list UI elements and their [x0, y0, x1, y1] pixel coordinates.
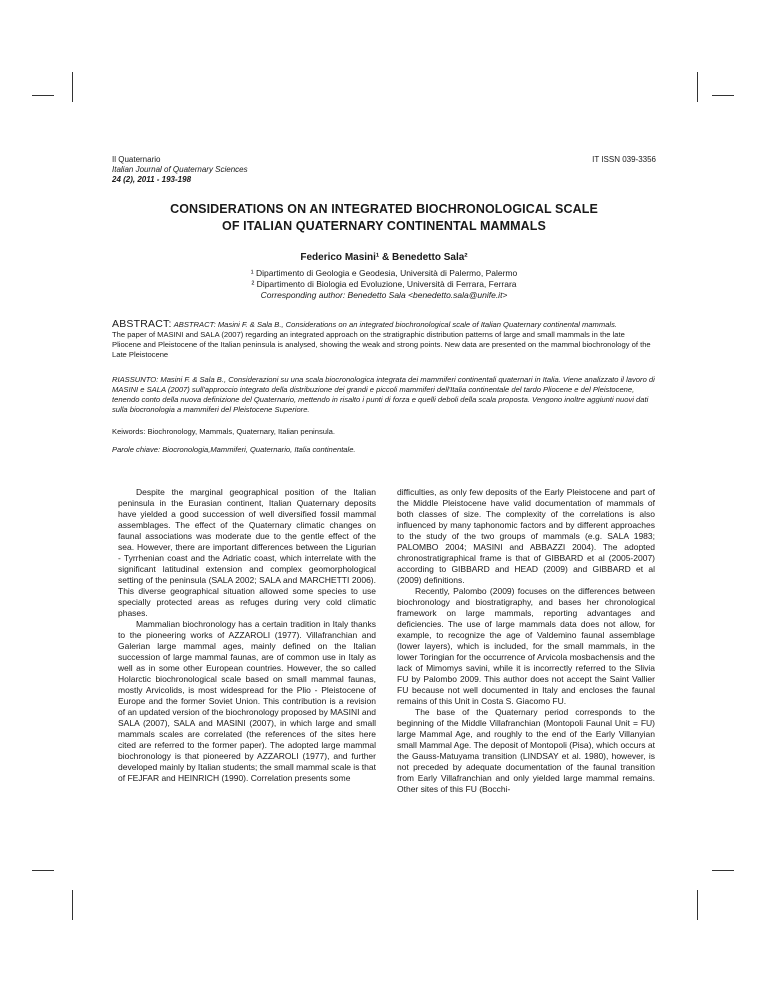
- journal-subtitle: Italian Journal of Quaternary Sciences: [112, 165, 248, 174]
- title-line-2: OF ITALIAN QUATERNARY CONTINENTAL MAMMALS: [222, 219, 546, 233]
- volume-pages: 24 (2), 2011 - 193-198: [112, 175, 192, 184]
- journal-name: Il Quaternario: [112, 155, 161, 164]
- parole-chiave: Parole chiave: Biocronologia,Mammiferi, Quaternario, Italia continentale.: [112, 445, 356, 454]
- crop-mark: [32, 870, 54, 871]
- crop-mark: [697, 72, 698, 102]
- issn: IT ISSN 039-3356: [592, 155, 656, 164]
- abstract-citation: ABSTRACT: Masini F. & Sala B., Considerations on an integrated biochronological scale of Italian Quaternary continental mammals.: [173, 320, 618, 329]
- paragraph: Recently, Palombo (2009) focuses on the differences between biochronology and biostratigraphy, and bases her chronological framework on large mammals, reporting advantages and deficiencies. The use of large mammals data does not allow, for example, to recognize the age of Valdemino faunal assemblage (lower layers), which is included, for the small mammals, in the lower Toringian for the occurrence of Arvicola mosbachensis and the lack of Mimomys savini, while it is incorrectly referred to the Slivia FU by Palombo 2009. This author does not accept the Saint Vallier FU because not well documented in Italy and encloses the faunal remains of this Unit in Costa S. Giacomo FU.: [397, 586, 655, 706]
- abstract-body: The paper of MASINI and SALA (2007) regarding an integrated approach on the stratigraphic distribution patterns of large and small mammals in the late Pliocene and Pleistocene of the Italian peninsula is analysed, showing the weak and strong points. New data are presented on the mammal biochronology of the Late Pleistocene: [112, 330, 651, 359]
- running-header: [112, 155, 656, 185]
- paragraph: difficulties, as only few deposits of the Early Pleistocene and part of the Middle Pleistocene have valid documentation of mammals of both classes of size. The complexity of the correlations is also influenced by many taphonomic factors and by different approaches to the study of the two groups of mammals (e.g. SALA 1983; PALOMBO 2004; MASINI and ABBAZZI 2004). The adopted chronostratigraphical frame is that of GIBBARD et al (2005-2007) according to GIBBARD and HEAD (2009) and GIBBARD et al (2009) definitions.: [397, 487, 655, 585]
- crop-mark: [712, 870, 734, 871]
- abstract-heading: ABSTRACT:: [112, 318, 172, 330]
- affiliations: [112, 268, 656, 301]
- crop-mark: [712, 95, 734, 96]
- paragraph: The base of the Quaternary period corresponds to the beginning of the Middle Villafranchian (Montopoli Faunal Unit = FU) large Mammal Age, and roughly to the end of the Early Villanyian small Mammal Age. The deposit of Montopoli (Pisa), which occurs at the Gauss-Matuyama transition (LINDSAY et al. 1980), however, is not preceded by adequate documentation of the faunal transition from Early Villafranchian and only yielded large mammal remains. Other sites of this FU (Bocchi-: [397, 707, 655, 794]
- crop-mark: [697, 890, 698, 920]
- title-line-1: CONSIDERATIONS ON AN INTEGRATED BIOCHRONOLOGICAL SCALE: [170, 202, 598, 216]
- abstract: [112, 319, 656, 360]
- keywords: Keiwords: Biochronology, Mammals, Quaternary, Italian peninsula.: [112, 427, 335, 436]
- crop-mark: [72, 72, 73, 102]
- authors: Federico Masini¹ & Benedetto Sala²: [300, 252, 468, 263]
- crop-mark: [32, 95, 54, 96]
- corresponding-author: Corresponding author: Benedetto Sala <benedetto.sala@unife.it>: [260, 290, 508, 300]
- article-title: [112, 201, 656, 235]
- body-column-left: [118, 487, 376, 784]
- crop-mark: [72, 890, 73, 920]
- affiliation-2: ² Dipartimento di Biologia ed Evoluzione, Università di Ferrara, Ferrara: [251, 279, 517, 289]
- body-column-right: [397, 487, 655, 795]
- riassunto: RIASSUNTO: Masini F. & Sala B., Considerazioni su una scala biocronologica integrata dei mammiferi continentali quaternari in Italia. Viene analizzato il lavoro di MASINI e SALA (2007) sull'approccio integrato della distribuzione dei grandi e piccoli mammiferi dell'Italia continentale del tardo Pliocene e del Pleistocene, tenendo conto della nuova definizione del Quaternario, mettendo in risalto i punti di forza e quelli deboli della scala proposta. Vengono inoltre aggiunti nuovi dati sulla biocronologia a mammiferi del Pleistocene Superiore.: [112, 375, 655, 414]
- affiliation-1: ¹ Dipartimento di Geologia e Geodesia, Università di Palermo, Palermo: [250, 268, 518, 278]
- paragraph: Despite the marginal geographical position of the Italian peninsula in the Eurasian continent, Italian Quaternary deposits have yielded a good succession of well diversified fossil mammal assemblages. The effect of the Quaternary climatic changes on faunal associations was moderate due to the gentle effect of the sea. However, there are important differences between the Ligurian - Tyrrhenian coast and the Adriatic coast, which interrelate with the significant latitudinal extension and complex geomorphological setting of the peninsula (SALA 2002; SALA and MARCHETTI 2006). This diverse geographical situation allowed some species to use specially protected areas as refuges during very cold climatic phases.: [118, 487, 376, 618]
- paragraph: Mammalian biochronology has a certain tradition in Italy thanks to the pioneering works of AZZAROLI (1977). Villafranchian and Galerian large mammal ages, mainly defined on the Italian succession of large mammal faunas, are of common use in Italy as well as in some other European countries. However, the so called Holarctic biochronological scale based on small mammal faunas, mostly Arvicolids, is most widespread for the Plio - Pleistocene of Europe and the former Soviet Union. This contribution is a revision of an updated version of the biochronology proposed by MASINI and SALA (2007), SALA and MASINI (2007), in which large and small mammals scales are correlated (the references of the sites here cited are referred to the former paper). The adopted large mammal biochronology is that pioneered by AZZAROLI (1977), and further developed mainly by Italian students; the small mammal scale is that of FEJFAR and HEINRICH (1990). Correlation presents some: [118, 619, 377, 783]
